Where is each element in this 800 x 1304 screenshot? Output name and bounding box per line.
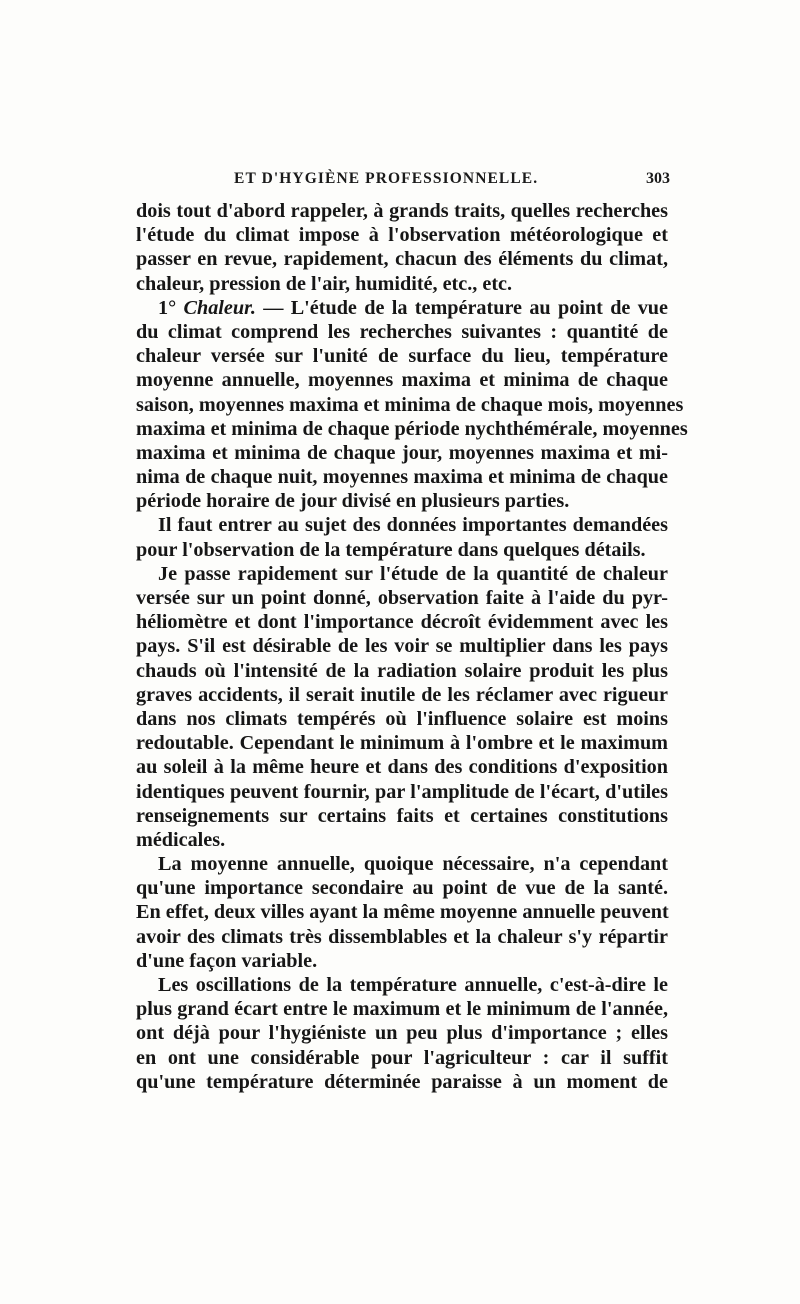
text-line: chaleur versée sur l'unité de surface du lieu, température [136,345,668,368]
section-heading-line [136,296,668,320]
text-line: avoir des climats très dissemblables et la chaleur s'y répartir [136,925,668,948]
text-line: nima de chaque nuit, moyennes maxima et minima de chaque [136,466,668,489]
section-dash: — [263,296,284,319]
text-line: saison, moyennes maxima et minima de chaque mois, moyennes [136,393,684,416]
text-line: dois tout d'abord rappeler, à grands traits, quelles recherches [136,200,668,222]
text-line: redoutable. Cependant le minimum à l'ombre et le maximum [136,732,668,755]
text-line: au soleil à la même heure et dans des conditions d'exposition [136,756,668,779]
text-line: chaleur, pression de l'air, humidité, etc., etc. [136,272,513,295]
section-number: 1° [158,296,177,319]
text-line: graves accidents, il serait inutile de les réclamer avec rigueur [136,683,668,706]
text-line: maxima et minima de chaque période nychthémérale, moyennes [136,417,688,440]
text-line: Il faut entrer au sujet des données importantes demandées [158,514,668,537]
text-line: pour l'observation de la température dans quelques détails. [136,538,646,561]
text-line: qu'une importance secondaire au point de vue de la santé. [136,877,668,900]
text-line: L'étude de la température au point de vue [290,296,668,319]
page-number: 303 [646,170,670,187]
text-line: plus grand écart entre le maximum et le minimum de l'année, [136,998,668,1021]
text-line: du climat comprend les recherches suivantes : quantité de [136,320,668,343]
text-line: Les oscillations de la température annuelle, c'est-à-dire le [158,974,668,996]
text-line: maxima et minima de chaque jour, moyennes maxima et mi- [136,441,668,464]
text-line: passer en revue, rapidement, chacun des éléments du climat, [136,248,668,271]
text-line: héliomètre et dont l'importance décroît évidemment avec les [136,611,668,634]
text-line: qu'une température déterminée paraisse à un moment de [136,1070,668,1093]
text-line: chauds où l'intensité de la radiation solaire produit les plus [136,659,668,682]
section-title: Chaleur. [183,296,256,319]
body-text [136,199,688,1094]
text-line: identiques peuvent fournir, par l'amplitude de l'écart, d'utiles [136,780,668,803]
text-line: dans nos climats tempérés où l'influence solaire est moins [136,707,668,730]
text-line: pays. S'il est désirable de les voir se multiplier dans les pays [136,635,668,658]
text-line: d'une façon variable. [136,949,318,972]
text-line: renseignements sur certains faits et certaines constitutions [136,804,668,827]
text-line: en ont une considérable pour l'agriculteur : car il suffit [136,1046,668,1069]
text-line: l'étude du climat impose à l'observation météorologique et [136,224,668,247]
text-line: ont déjà pour l'hygiéniste un peu plus d'importance ; elles [136,1022,668,1045]
text-line: période horaire de jour divisé en plusieurs parties. [136,490,570,513]
text-line: En effet, deux villes ayant la même moyenne annuelle peuvent [136,901,669,924]
text-line: La moyenne annuelle, quoique nécessaire, n'a cependant [158,853,668,876]
text-line: versée sur un point donné, observation faite à l'aide du pyr- [136,587,668,609]
text-line: médicales. [136,828,226,851]
page-header [140,170,670,198]
text-line: Je passe rapidement sur l'étude de la quantité de chaleur [158,562,668,585]
text-line: moyenne annuelle, moyennes maxima et minima de chaque [136,369,668,392]
running-title: ET D'HYGIÈNE PROFESSIONNELLE. [234,170,539,187]
